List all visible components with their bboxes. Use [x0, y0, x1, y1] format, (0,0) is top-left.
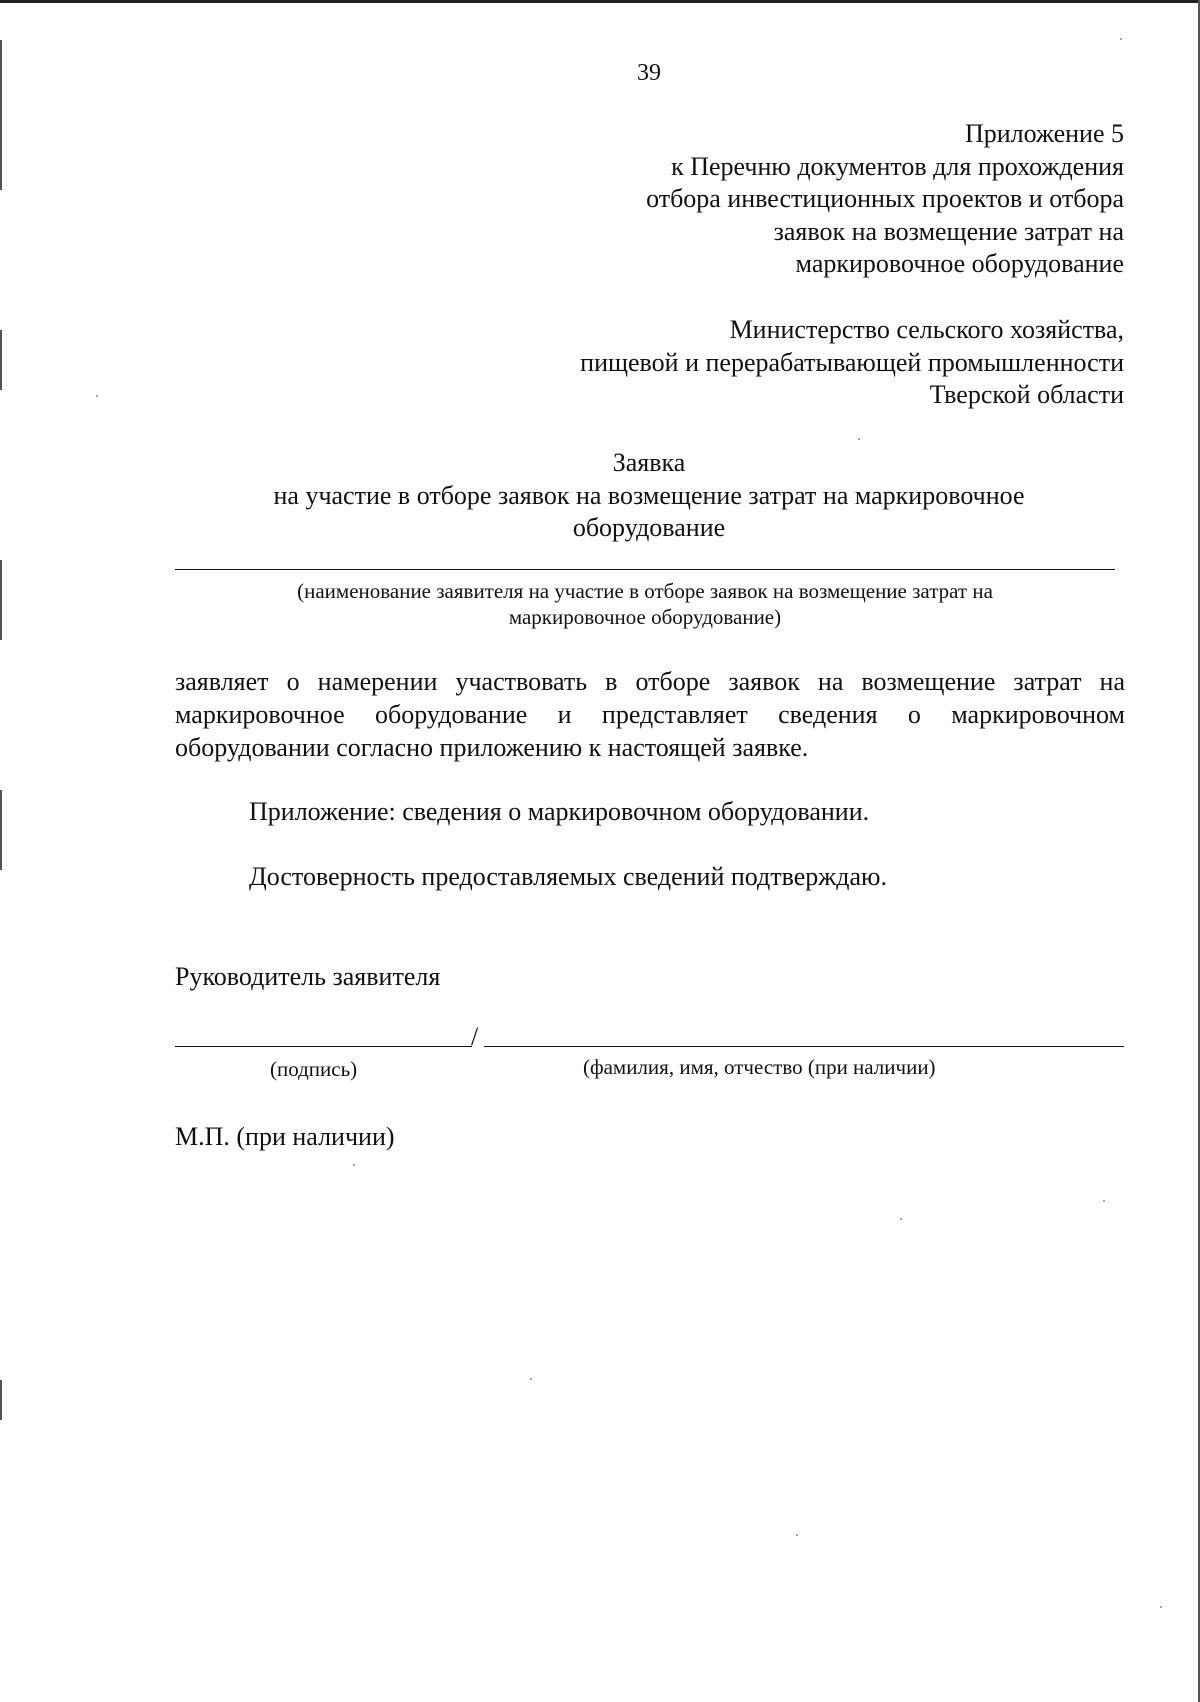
signature-separator: / [471, 1022, 479, 1051]
applicant-name-caption [175, 578, 1115, 630]
addressee [580, 314, 1124, 412]
addressee-line: Министерство сельского хозяйства, [729, 315, 1124, 344]
addressee-line: пищевой и перерабатывающей промышленности [580, 347, 1124, 377]
stamp-label: М.П. (при наличии) [175, 1122, 395, 1151]
appendix-line: маркировочное оборудование [795, 249, 1124, 278]
appendix-line: заявок на возмещение затрат на [773, 216, 1124, 246]
full-name-caption: (фамилия, имя, отчество (при наличии) [583, 1055, 936, 1079]
appendix-line: отбора инвестиционных проектов и отбора [646, 184, 1124, 213]
attachment-note: Приложение: сведения о маркировочном оборудовании. [249, 797, 870, 826]
signature-caption: (подпись) [270, 1057, 358, 1081]
scan-speck [96, 395, 98, 397]
scan-speck [900, 1218, 902, 1220]
statement-line: заявляет о намерении участвовать в отборе заявок на возмещение затрат на [175, 667, 1125, 696]
signature-field[interactable] [175, 1046, 472, 1047]
applicant-name-field[interactable] [175, 569, 1115, 570]
appendix-line: к Перечню документов для прохождения [671, 151, 1124, 181]
scan-speck [858, 438, 860, 440]
scan-edge-mark [0, 330, 2, 390]
statement-line: оборудовании согласно приложению к настоящей заявке. [175, 733, 809, 762]
application-subtitle-line: на участие в отборе заявок на возмещение затрат на маркировочное [273, 480, 1025, 510]
appendix-reference [646, 118, 1124, 281]
addressee-line: Тверской области [929, 380, 1124, 409]
scan-border-top [0, 0, 1200, 3]
application-title: Заявка [612, 448, 686, 477]
appendix-line: Приложение 5 [964, 119, 1124, 148]
statement-line: маркировочное оборудование и представляет сведения о маркировочном [175, 700, 1125, 729]
confirmation-note: Достоверность предоставляемых сведений подтверждаю. [249, 862, 887, 891]
scan-speck [796, 1534, 798, 1536]
scan-speck [1120, 38, 1122, 40]
caption-line: (наименование заявителя на участие в отборе заявок на возмещение затрат на [297, 579, 993, 603]
scan-edge-mark [0, 1380, 2, 1420]
full-name-field[interactable] [484, 1046, 1124, 1047]
page-number: 39 [637, 60, 661, 86]
scan-speck [530, 1378, 532, 1380]
statement-paragraph [175, 665, 1125, 764]
scan-speck [1103, 1200, 1105, 1202]
head-of-applicant-label: Руководитель заявителя [175, 962, 441, 991]
application-subtitle-line: оборудование [572, 513, 726, 542]
scan-speck [1160, 1606, 1162, 1608]
application-title-block [0, 447, 1200, 545]
scan-edge-mark [0, 790, 2, 870]
scan-speck [353, 1164, 355, 1166]
scan-edge-mark [0, 560, 2, 640]
caption-line: маркировочное оборудование) [508, 605, 782, 629]
